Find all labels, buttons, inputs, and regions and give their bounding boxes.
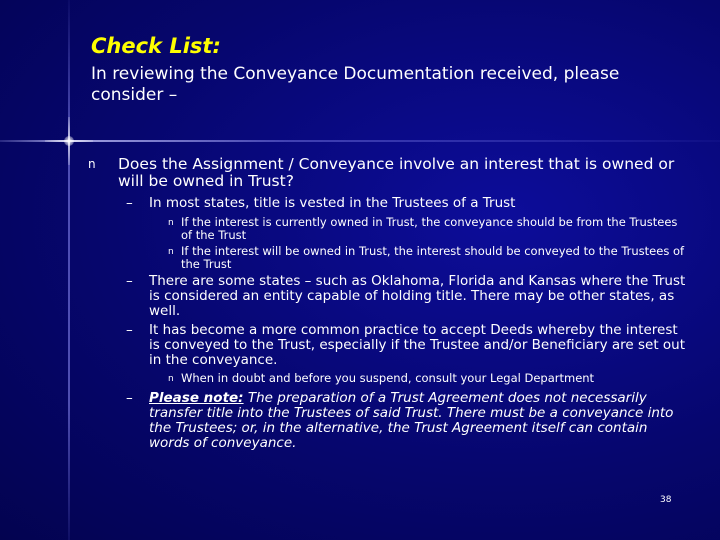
decorative-horizontal-line — [0, 140, 720, 142]
list-item — [88, 196, 688, 211]
bullet-text: It has become a more common practice to accept Deeds whereby the interest is conveyed to the Trust, especially if the Trustee and/or Beneficiary are set out in the conveyance. — [149, 322, 686, 368]
page-number: 38 — [660, 495, 672, 505]
dash-bullet-icon: – — [126, 389, 133, 406]
bullet-text: If the interest will be owned in Trust, the interest should be conveyed to the Trustees of the Trust — [181, 244, 685, 271]
bullet-text: When in doubt and before you suspend, consult your Legal Department — [181, 371, 595, 385]
slide-subtitle: In reviewing the Conveyance Documentation received, please consider – — [91, 64, 620, 105]
square-bullet-icon: n — [168, 374, 174, 384]
sparkle-icon — [45, 117, 93, 165]
slide-title: Check List: — [91, 34, 221, 58]
decorative-vertical-line — [68, 0, 70, 540]
note-label: Please note: — [149, 389, 244, 406]
list-item — [88, 372, 688, 385]
list-item — [88, 156, 688, 190]
square-bullet-icon: n — [168, 247, 174, 257]
bullet-list — [88, 156, 688, 451]
square-bullet-icon: n — [168, 218, 174, 228]
note-text: The preparation of a Trust Agreement does not necessarily transfer title into the Trustees of said Trust. There must be a conveyance into the Trustees; or, in the alternative, the Trust Agreement itself can contain words of conveyance. — [149, 389, 674, 451]
square-bullet-icon: n — [88, 157, 96, 171]
bullet-text: There are some states – such as Oklahoma, Florida and Kansas where the Trust is considered an entity capable of holding title. There may be other states, as well. — [149, 273, 686, 319]
bullet-text: Does the Assignment / Conveyance involve an interest that is owned or will be owned in Trust? — [118, 155, 675, 190]
dash-bullet-icon: – — [126, 322, 133, 338]
dash-bullet-icon: – — [126, 195, 133, 211]
list-item — [88, 323, 688, 368]
dash-bullet-icon: – — [126, 273, 133, 289]
note-item — [88, 391, 688, 451]
bullet-text: If the interest is currently owned in Trust, the conveyance should be from the Trustees of the Trust — [181, 215, 678, 242]
list-item — [88, 274, 688, 319]
bullet-text: In most states, title is vested in the Trustees of a Trust — [149, 195, 516, 211]
list-item — [88, 245, 688, 270]
list-item — [88, 216, 688, 241]
